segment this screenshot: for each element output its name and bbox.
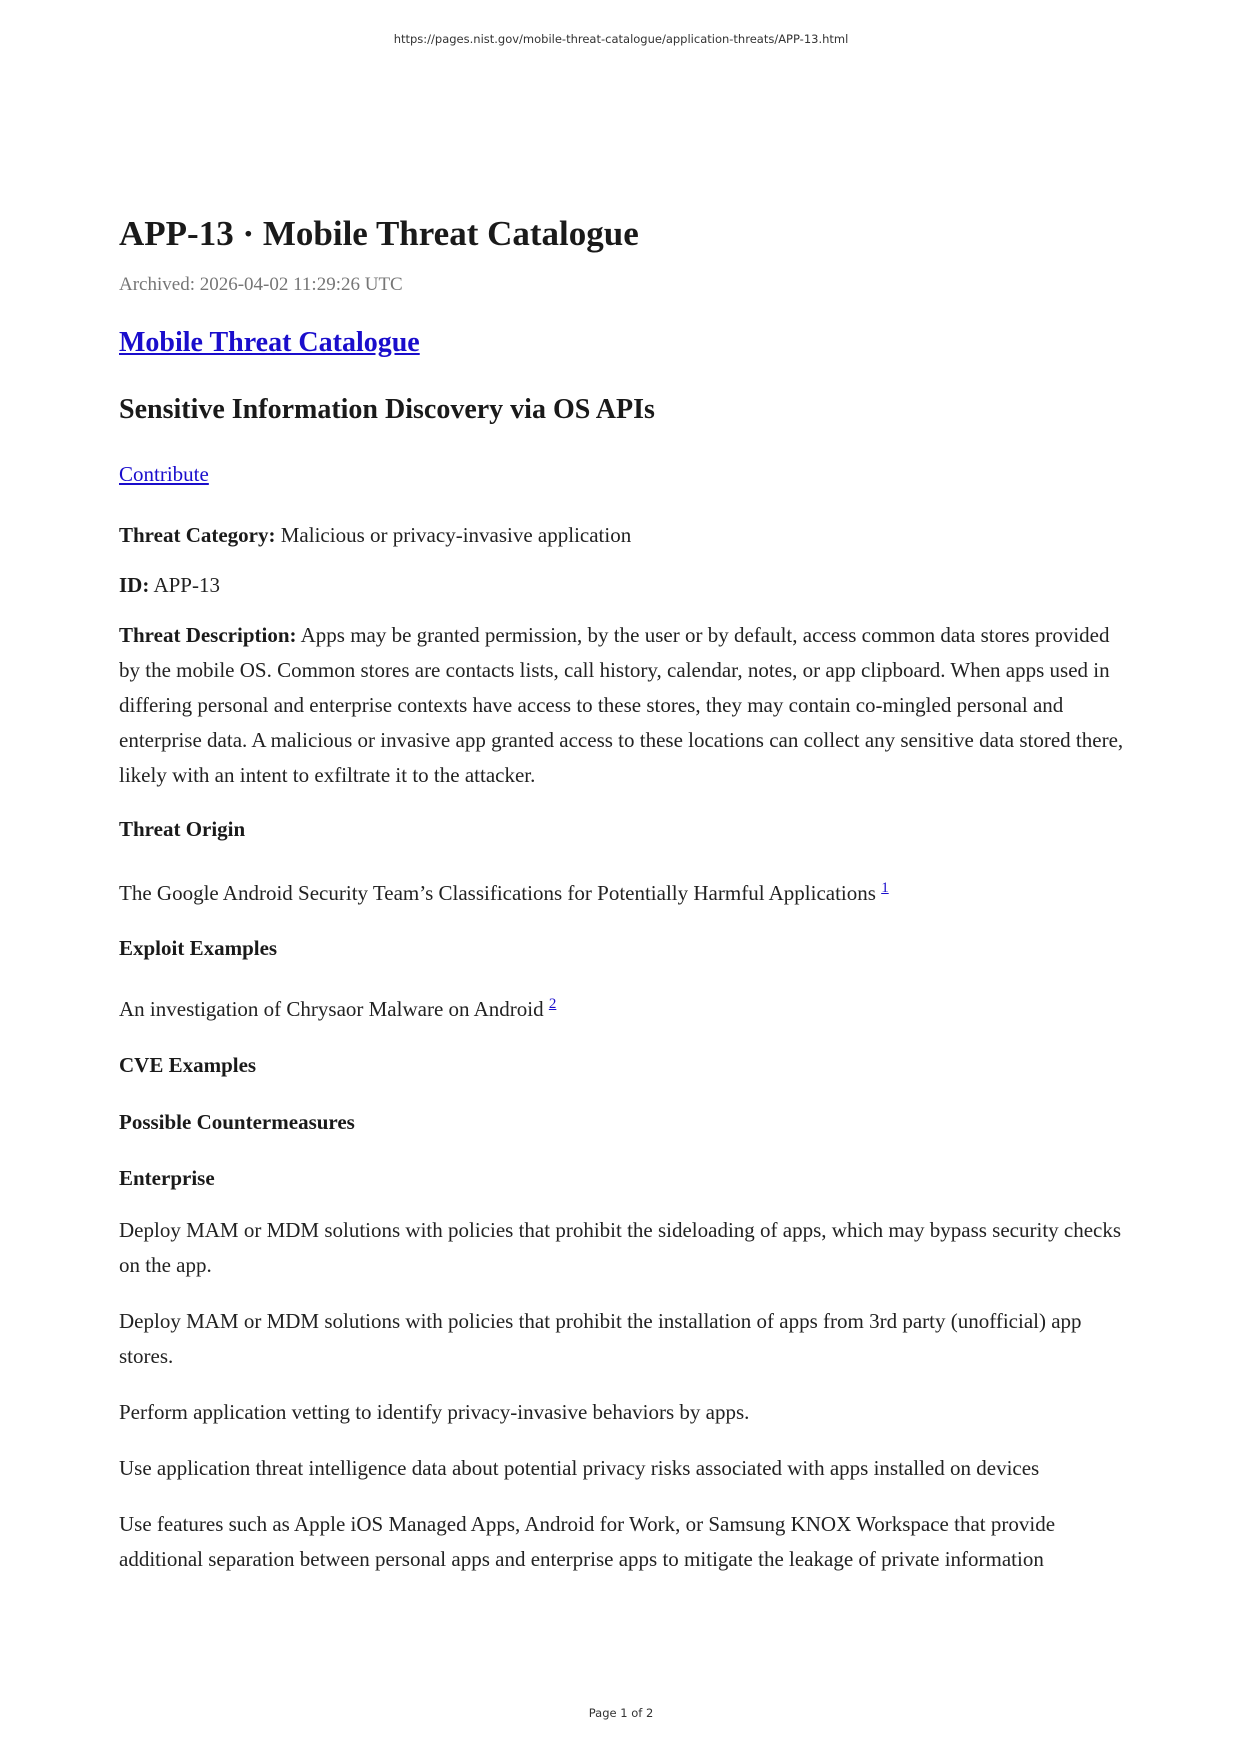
- page-title: APP-13 · Mobile Threat Catalogue: [119, 214, 639, 253]
- contribute-link[interactable]: Contribute: [119, 462, 209, 486]
- archived-timestamp: Archived: 2026-04-02 11:29:26 UTC: [119, 274, 403, 295]
- threat-description-value: Apps may be granted permission, by the user or by default, access common data stores provided by the mobile OS. Common stores are contacts lists, call history, calendar, notes, or app clipboard. When apps used in differing personal and enterprise contexts have access to these stores, they may contain co-mingled personal and enterprise data. A malicious or invasive app granted access to these locations can collect any sensitive data stored there, likely with an intent to exfiltrate it to the attacker.: [119, 623, 1124, 787]
- countermeasure-item: Deploy MAM or MDM solutions with policies that prohibit the installation of apps from 3rd party (unofficial) app stores.: [119, 1309, 1082, 1368]
- exploit-example-item: [119, 985, 1129, 1027]
- catalogue-home-link[interactable]: Mobile Threat Catalogue: [119, 327, 420, 358]
- threat-category-label: Threat Category:: [119, 523, 276, 547]
- countermeasures-heading: Possible Countermeasures: [119, 1110, 355, 1134]
- id-value: APP-13: [153, 573, 220, 597]
- exploit-example-text: An investigation of Chrysaor Malware on Android: [119, 997, 544, 1021]
- exploit-example-reference-link[interactable]: 2: [548, 996, 557, 1012]
- threat-title: Sensitive Information Discovery via OS APIs: [119, 394, 655, 425]
- threat-category-field: [119, 518, 1129, 553]
- threat-description-field: [119, 618, 1129, 793]
- countermeasure-item: Use application threat intelligence data about potential privacy risks associated with apps installed on devices: [119, 1456, 1040, 1480]
- threat-category-value: Malicious or privacy-invasive application: [280, 523, 632, 547]
- exploit-examples-heading: Exploit Examples: [119, 936, 278, 960]
- countermeasure-item: Perform application vetting to identify privacy-invasive behaviors by apps.: [119, 1400, 750, 1424]
- countermeasure-item: Deploy MAM or MDM solutions with policies that prohibit the sideloading of apps, which may bypass security checks on the app.: [119, 1218, 1122, 1277]
- threat-origin-item: [119, 869, 1129, 911]
- threat-origin-heading: Threat Origin: [119, 817, 246, 841]
- cve-examples-heading: CVE Examples: [119, 1053, 257, 1077]
- threat-origin-text: The Google Android Security Team’s Classifications for Potentially Harmful Applications: [119, 881, 876, 905]
- print-header-url: https://pages.nist.gov/mobile-threat-catalogue/application-threats/APP-13.html: [393, 32, 849, 46]
- document-content: [119, 212, 1129, 1577]
- enterprise-heading: Enterprise: [119, 1166, 215, 1190]
- page-number: Page 1 of 2: [588, 1706, 654, 1720]
- threat-description-label: Threat Description:: [119, 623, 297, 647]
- threat-origin-reference-link[interactable]: 1: [881, 880, 889, 896]
- countermeasure-item: Use features such as Apple iOS Managed Apps, Android for Work, or Samsung KNOX Workspace that provide additional separation between personal apps and enterprise apps to mitigate the leakage of private information: [119, 1512, 1056, 1571]
- id-label: ID:: [119, 573, 150, 597]
- id-field: [119, 568, 1129, 603]
